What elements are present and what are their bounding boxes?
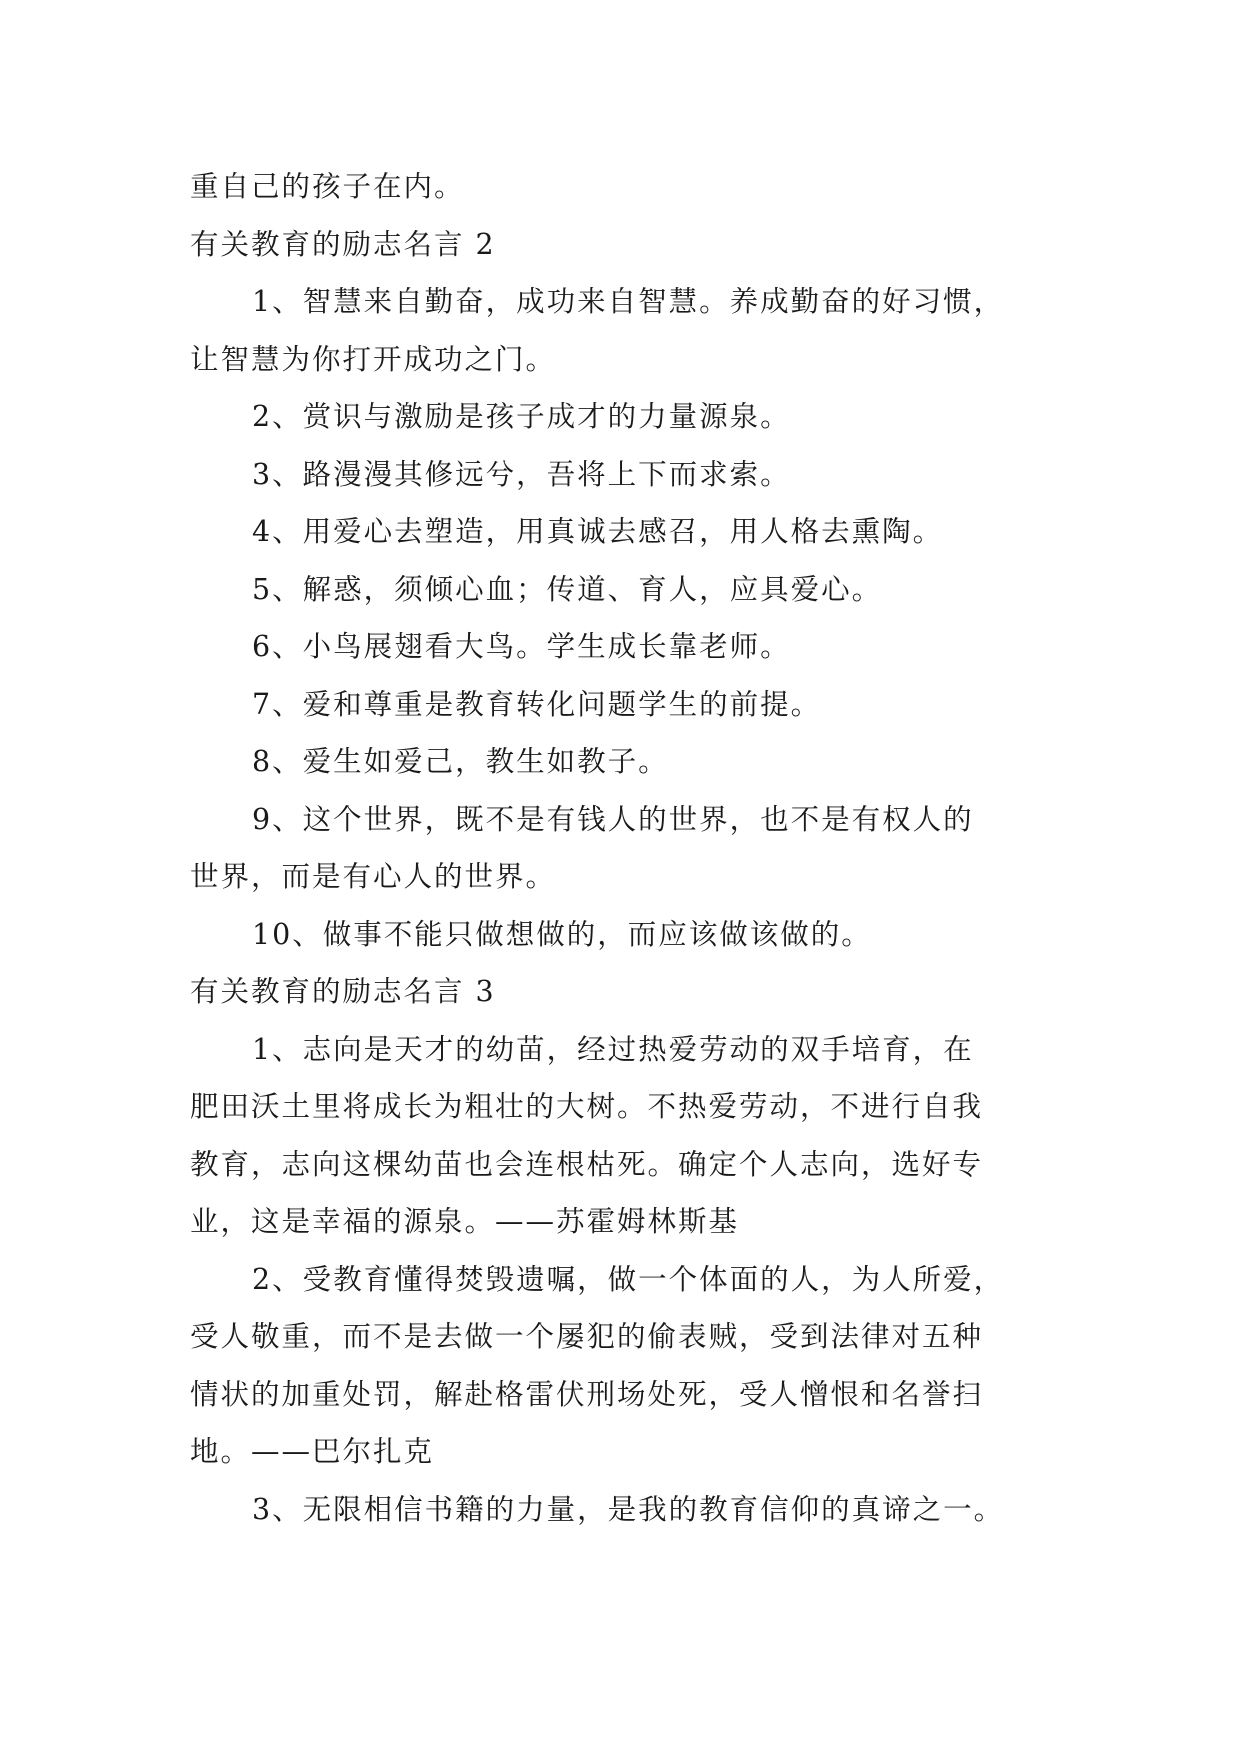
paragraph-line: 教育，志向这棵幼苗也会连根枯死。确定个人志向，选好专 xyxy=(190,1147,984,1181)
quote-item: 4、用爱心去塑造，用真诚去感召，用人格去熏陶。 xyxy=(252,515,944,548)
quote-item: 1、智慧来自勤奋，成功来自智慧。养成勤奋的好习惯， xyxy=(252,285,1005,318)
quote-item: 10、做事不能只做想做的，而应该做该做的。 xyxy=(252,917,872,951)
paragraph-line: 让智慧为你打开成功之门。 xyxy=(190,342,557,376)
section-heading: 有关教育的励志名言 3 xyxy=(190,975,496,1008)
paragraph-line: 肥田沃土里将成长为粗壮的大树。不热爱劳动，不进行自我 xyxy=(190,1090,984,1123)
document-body xyxy=(190,158,1090,1538)
quote-item: 7、爱和尊重是教育转化问题学生的前提。 xyxy=(252,687,822,721)
paragraph-line: 受人敬重，而不是去做一个屡犯的偷表贼，受到法律对五种 xyxy=(190,1320,984,1353)
paragraph-line: 重自己的孩子在内。 xyxy=(190,170,465,203)
paragraph-line: 地。——巴尔扎克 xyxy=(190,1435,435,1468)
quote-item: 3、无限相信书籍的力量，是我的教育信仰的真谛之一。 xyxy=(252,1492,1005,1526)
paragraph-line: 业，这是幸福的源泉。——苏霍姆林斯基 xyxy=(190,1205,740,1238)
quote-item: 6、小鸟展翅看大鸟。学生成长靠老师。 xyxy=(252,630,791,663)
quote-item: 1、志向是天才的幼苗，经过热爱劳动的双手培育，在 xyxy=(252,1032,974,1066)
quote-item: 5、解惑，须倾心血；传道、育人，应具爱心。 xyxy=(252,572,883,606)
quote-item: 2、受教育懂得焚毁遗嘱，做一个体面的人，为人所爱， xyxy=(252,1262,1005,1296)
quote-item: 3、路漫漫其修远兮，吾将上下而求索。 xyxy=(252,457,791,491)
section-heading: 有关教育的励志名言 2 xyxy=(190,227,496,261)
quote-item: 8、爱生如爱己，教生如教子。 xyxy=(252,745,669,778)
paragraph-line: 情状的加重处罚，解赴格雷伏刑场处死，受人憎恨和名誉扫 xyxy=(190,1377,984,1411)
quote-item: 2、赏识与激励是孩子成才的力量源泉。 xyxy=(252,400,791,433)
paragraph-line: 世界，而是有心人的世界。 xyxy=(190,860,557,893)
quote-item: 9、这个世界，既不是有钱人的世界，也不是有权人的 xyxy=(252,802,974,836)
